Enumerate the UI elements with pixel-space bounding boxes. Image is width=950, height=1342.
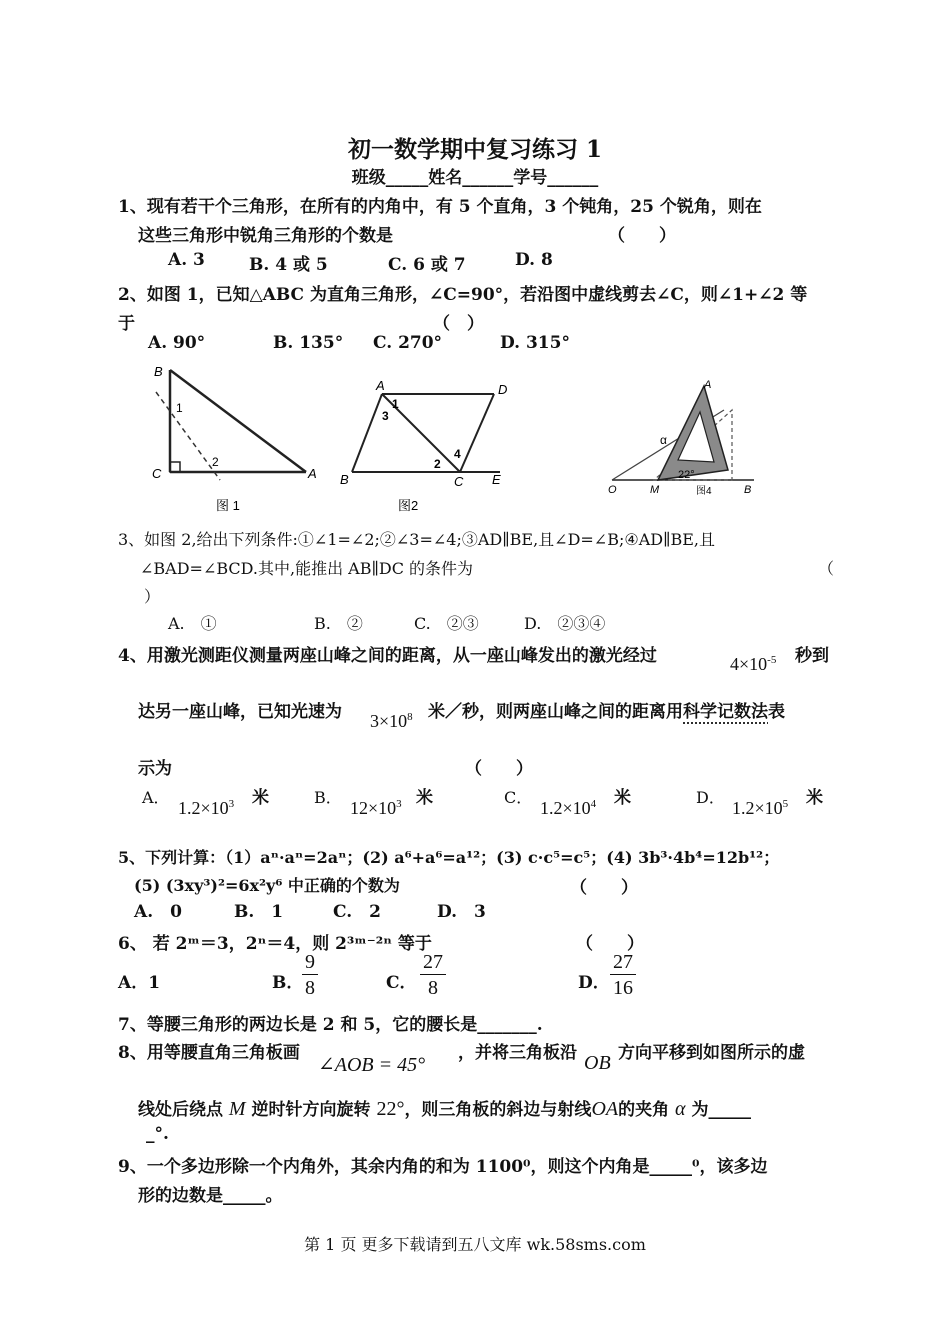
fig2-label-a: A — [376, 378, 385, 393]
figure-4-set-square — [604, 380, 760, 498]
q4-option-d-unit: 米 — [806, 788, 823, 808]
q8-ray-oa: OA — [591, 1098, 619, 1120]
fig2-label-c: C — [454, 474, 464, 489]
q5-line1: 5、下列计算：（1）aⁿ·aⁿ=2aⁿ；(2) a⁶+a⁶=a¹²；(3) c·c⁵=c⁵；(4) 3b³·4b⁴=12b¹²； — [118, 848, 780, 867]
q2-line2: 于 — [118, 314, 135, 334]
q4-option-d-value — [732, 798, 788, 819]
q2-option-a: A. 90° — [148, 333, 206, 353]
fig1-label-a: A — [308, 466, 317, 481]
q8-line2-mid3: 的夹角 — [618, 1100, 670, 1120]
q4-line1-text: 4、用激光测距仪测量两座山峰之间的距离，从一座山峰发出的激光经过 — [118, 646, 657, 666]
q5-line2: (5) (3xy³)²=6x²y⁶ 中正确的个数为 — [134, 876, 400, 895]
q4-option-a-label: A． — [142, 788, 170, 807]
q4-option-c-unit: 米 — [614, 788, 631, 808]
q5-option-b: B. 1 — [234, 902, 284, 922]
fig4-label-a: A — [704, 380, 712, 391]
q8-line2-end: 为_____ — [691, 1100, 751, 1120]
fig2-label-4: 4 — [454, 447, 461, 461]
q4-option-b-label: B． — [314, 788, 342, 807]
q1-option-c: C. 6 或 7 — [388, 255, 466, 275]
q6-line1: 6、 若 2ᵐ＝3，2ⁿ＝4，则 2³ᵐ⁻²ⁿ 等于 — [118, 934, 432, 954]
q4-line2-mid: 米／秒，则两座山峰之间的距离用 — [428, 702, 683, 722]
q6-option-b-denominator: 8 — [305, 977, 315, 999]
fig2-label-d: D — [498, 382, 508, 397]
q3-line1: 3、如图 2,给出下列条件:①∠1=∠2;②∠3=∠4;③AD∥BE,且∠D=∠B;④AD∥BE,且 — [118, 530, 715, 549]
q4-option-a-base: 1.2×10 — [178, 798, 229, 818]
q6-option-c-fraction — [420, 950, 446, 1001]
q8-alpha: α — [675, 1098, 686, 1120]
fig2-label-3: 3 — [382, 409, 389, 423]
q4-option-b-unit: 米 — [416, 788, 433, 808]
q4-option-c-value — [540, 798, 596, 819]
q6-option-d-fraction — [610, 950, 636, 1001]
q6-option-a: A．1 — [118, 973, 161, 993]
q6-option-c-numerator: 27 — [420, 950, 446, 975]
q6-option-d-denominator: 16 — [613, 977, 633, 999]
q4-option-b-value — [350, 798, 402, 819]
q1-option-b: B. 4 或 5 — [249, 255, 328, 275]
q6-option-c-denominator: 8 — [428, 977, 438, 999]
q8-line1-end: 方向平移到如图所示的虚 — [618, 1043, 805, 1063]
q3-bracket-open: （ — [818, 559, 835, 578]
q3-option-d: D. ②③④ — [524, 614, 606, 633]
q4-line2-end: 表 — [768, 702, 785, 722]
q4-speed-base: 3×10 — [370, 711, 408, 731]
q3-bracket-close: ） — [144, 587, 161, 606]
q4-bracket: （ ） — [465, 759, 533, 779]
fig2-label-e: E — [492, 472, 501, 487]
q8-line1-mid: ，并将三角板沿 — [458, 1043, 577, 1063]
q3-line2: ∠BAD=∠BCD.其中,能推出 AB∥DC 的条件为 — [140, 559, 474, 578]
q1-line1: 1、现有若干个三角形，在所有的内角中，有 5 个直角，3 个钝角，25 个锐角，则在 — [118, 197, 762, 217]
q4-option-c-label: C． — [504, 788, 533, 807]
q1-bracket: （ ） — [608, 226, 676, 246]
q2-line1: 2、如图 1，已知△ABC 为直角三角形，∠C=90°，若沿图中虚线剪去∠C，则∠1+∠2 等 — [118, 285, 808, 305]
fig4-label-22: 22° — [678, 469, 695, 481]
q5-bracket: （ ） — [570, 878, 638, 898]
q8-line1-text: 8、用等腰直角三角板画 — [118, 1043, 300, 1063]
q9-line2: 形的边数是_____。 — [138, 1186, 283, 1206]
fig1-label-c: C — [152, 466, 162, 481]
q6-option-b-numerator: 9 — [302, 950, 318, 975]
q1-option-d: D. 8 — [515, 250, 553, 270]
fig1-label-2: 2 — [212, 455, 219, 469]
page-title: 初一数学期中复习练习 1 — [347, 136, 602, 163]
q6-bracket: （ ） — [576, 934, 644, 954]
q4-scientific-notation-emphasis: 科学记数法 — [683, 702, 768, 722]
q4-option-b-base: 12×10 — [350, 798, 397, 818]
fig1-label-b: B — [154, 364, 163, 379]
q4-option-d-base: 1.2×10 — [732, 798, 783, 818]
q4-speed-expression — [370, 711, 413, 732]
fig2-caption: 图2 — [398, 498, 419, 513]
q8-line2-pre: 线处后绕点 — [138, 1100, 223, 1120]
q3-option-a: A. ① — [168, 614, 217, 633]
q8-rotation-angle: 22° — [376, 1098, 405, 1120]
q6-option-b-label: B． — [272, 973, 304, 993]
q1-line2: 这些三角形中锐角三角形的个数是 — [138, 226, 393, 246]
q8-ray-ob: OB — [584, 1052, 611, 1074]
q4-line1-end: 秒到 — [795, 646, 829, 666]
q8-line3: _°. — [146, 1124, 169, 1144]
q4-option-b-exp: 3 — [396, 798, 402, 810]
fig2-label-1: 1 — [392, 397, 399, 411]
q2-option-c: C. 270° — [373, 333, 443, 353]
q6-option-d-label: D． — [578, 973, 610, 993]
fig1-label-1: 1 — [176, 401, 183, 415]
q5-option-a: A. 0 — [134, 902, 182, 922]
fig4-label-alpha: α — [660, 433, 667, 447]
fig1-caption: 图 1 — [216, 498, 240, 513]
q4-speed-exponent: 8 — [407, 711, 413, 723]
q5-option-c: C. 2 — [333, 902, 381, 922]
q8-line2-mid2: ，则三角板的斜边与射线 — [404, 1100, 592, 1120]
q3-option-b: B. ② — [314, 614, 363, 633]
fig4-label-m: M — [650, 484, 660, 496]
q6-option-d-numerator: 27 — [610, 950, 636, 975]
q4-time-base: 4×10 — [730, 654, 768, 674]
q6-option-c-label: C． — [386, 973, 417, 993]
q4-option-a-unit: 米 — [252, 788, 269, 808]
q2-bracket: （ ） — [433, 314, 484, 334]
page-footer: 第 1 页 更多下载请到五八文库 wk.58sms.com — [304, 1235, 646, 1254]
q4-time-exponent: -5 — [767, 654, 777, 666]
q8-line2 — [138, 1095, 751, 1121]
q2-option-b: B. 135° — [273, 333, 344, 353]
q4-option-a-value — [178, 798, 234, 819]
q8-line2-mid: 逆时针方向旋转 — [251, 1100, 371, 1120]
figure-2-parallelogram — [336, 376, 518, 514]
q3-option-c: C. ②③ — [414, 614, 479, 633]
q4-line3: 示为 — [138, 759, 172, 779]
q4-option-d-label: D． — [696, 788, 725, 807]
q8-angle-expression: ∠AOB = 45° — [318, 1054, 426, 1076]
fig4-label-b: B — [744, 484, 752, 496]
q4-line2-text: 达另一座山峰，已知光速为 — [138, 702, 342, 722]
q6-option-b-fraction — [302, 950, 318, 1001]
q1-option-a: A. 3 — [168, 250, 205, 270]
fig2-label-2: 2 — [434, 457, 441, 471]
q9-line1: 9、一个多边形除一个内角外，其余内角的和为 1100⁰，则这个内角是_____⁰，该多边 — [118, 1157, 768, 1177]
q7-line1: 7、等腰三角形的两边长是 2 和 5，它的腰长是_______. — [118, 1015, 543, 1035]
q4-option-a-exp: 3 — [228, 798, 235, 810]
q4-option-c-exp: 4 — [590, 798, 597, 810]
q5-option-d: D. 3 — [437, 902, 486, 922]
fig4-label-o: O — [608, 484, 617, 496]
fig2-label-b: B — [340, 472, 349, 487]
figure-1-right-triangle — [148, 362, 320, 514]
q8-point-m: M — [228, 1098, 246, 1120]
q4-option-c-base: 1.2×10 — [540, 798, 591, 818]
q4-option-d-exp: 5 — [782, 798, 789, 810]
q4-time-expression — [730, 654, 776, 675]
fig4-caption: 图4 — [696, 486, 712, 497]
student-info-line: 班级_____姓名______学号______ — [351, 168, 599, 188]
q2-option-d: D. 315° — [500, 333, 570, 353]
q4-line2-rest — [428, 697, 785, 722]
